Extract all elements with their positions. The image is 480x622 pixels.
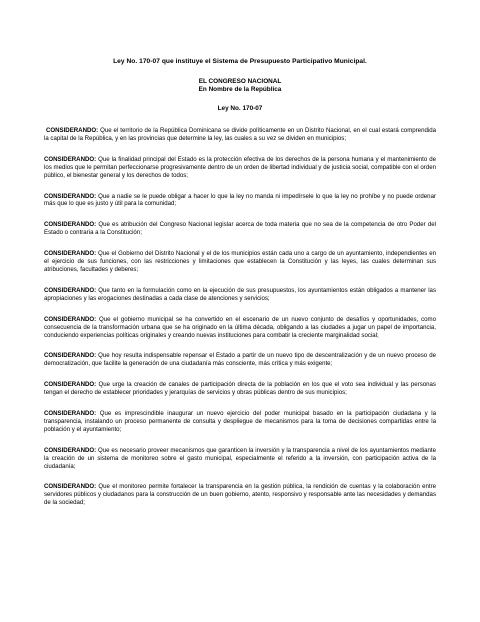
considerando-paragraph bbox=[44, 352, 436, 368]
considerando-paragraph bbox=[44, 221, 436, 237]
considerando-paragraph bbox=[44, 250, 436, 274]
considerando-text: Que es atribución del Congreso Nacional legislar acerca de toda materia que no sea de la competencia de otro Poder del Estado o contraria a la Constitución; bbox=[44, 221, 436, 237]
considerando-text: Que es imprescindible inaugurar un nuevo ejercicio del poder municipal basado en la participación ciudadana y la transparencia, instalando un proceso permanente de consulta y despliegue de mecanismos para la toma de decisiones compartidas entre la población y el ayuntamiento; bbox=[44, 410, 436, 433]
considerando-text: Que urge la creación de canales de participación directa de la población en los que el voto sea individual y las personas tengan el derecho de establecer prioridades y jerarquías de servicios y obras públicas dentro de sus municipios; bbox=[44, 381, 436, 397]
considerando-keyword: CONSIDERANDO: bbox=[44, 221, 97, 229]
considerando-paragraph bbox=[44, 127, 436, 143]
considerando-keyword: CONSIDERANDO: bbox=[44, 286, 97, 294]
considerando-paragraph bbox=[44, 410, 436, 434]
considerando-keyword: CONSIDERANDO: bbox=[46, 127, 99, 134]
considerando-list bbox=[44, 127, 436, 507]
considerando-text: Que a nadie se le puede obligar a hacer lo que la ley no manda ni impedírsele lo que la ley no prohíbe y no puede ordenar más que lo que es justo y útil para la comunidad; bbox=[44, 192, 436, 208]
issuing-body-subtitle: En Nombre de la República bbox=[198, 86, 282, 93]
considerando-keyword: CONSIDERANDO: bbox=[44, 410, 97, 418]
law-number: Ley No. 170-07 bbox=[217, 105, 263, 112]
considerando-keyword: CONSIDERANDO: bbox=[44, 155, 97, 163]
issuing-body bbox=[44, 78, 436, 94]
considerando-text: Que tanto en la formulación como en la ejecución de sus presupuestos, los ayuntamientos están obligados a mantener las apropiaciones y las erogaciones destinadas a cada clase de atenciones y servicios; bbox=[44, 286, 436, 302]
considerando-text: Que el monitoreo permite fortalecer la transparencia en la gestión pública, la rendición de cuentas y la colaboración entre servidores públicos y ciudadanos para la construcción de un buen gobierno, atento, responsivo y responsable ante las necesidades y demandas de la sociedad; bbox=[44, 483, 436, 507]
considerando-keyword: CONSIDERANDO: bbox=[44, 250, 97, 258]
considerando-text: Que la finalidad principal del Estado es la protección efectiva de los derechos de la persona humana y el mantenimiento de los medios que le permitan perfeccionarse progresivamente dentro de un orden de libertad individual y de justicia social, compatible con el orden público, el bienestar general y los derechos de todos; bbox=[44, 155, 436, 179]
considerando-keyword: CONSIDERANDO: bbox=[44, 483, 97, 491]
considerando-paragraph bbox=[44, 483, 436, 507]
considerando-text: Que hoy resulta indispensable repensar el Estado a partir de un nuevo tipo de descentralización y de un nuevo proceso de democratización, que facilite la generación de una ciudadanía más consciente, más crítica y más exigente; bbox=[44, 352, 436, 368]
considerando-text: Que es necesario proveer mecanismos que garanticen la inversión y la transparencia a nivel de los ayuntamientos mediante la creación de un sistema de monitoreo sobre el gasto municipal, especialmente el referido a la inversión, con participación activa de la ciudadanía; bbox=[44, 446, 436, 470]
considerando-text: Que el Gobierno del Distrito Nacional y el de los municipios están cada uno a cargo de un ayuntamiento, independientes en el ejercicio de sus funciones, con las restricciones y limitaciones que establecen la Constitución y las leyes, las cuales determinan sus atribuciones, facultades y deberes; bbox=[44, 250, 436, 273]
considerando-keyword: CONSIDERANDO: bbox=[44, 315, 97, 323]
considerando-keyword: CONSIDERANDO: bbox=[44, 192, 97, 200]
considerando-paragraph bbox=[44, 193, 436, 209]
considerando-text: Que el gobierno municipal se ha convertido en el escenario de un nuevo conjunto de desafíos y oportunidades, como consecuencia de la transformación urbana que se ha originado en la última década, obligando a las ciudades a jugar un papel de importancia, conduciendo experiencias políticas originales y creando nuevas instituciones para combatir la creciente marginalidad social; bbox=[44, 315, 436, 339]
issuing-body-name: EL CONGRESO NACIONAL bbox=[198, 78, 282, 85]
considerando-keyword: CONSIDERANDO: bbox=[44, 446, 97, 454]
considerando-keyword: CONSIDERANDO: bbox=[44, 352, 97, 360]
considerando-paragraph bbox=[44, 287, 436, 303]
considerando-paragraph bbox=[44, 447, 436, 471]
considerando-keyword: CONSIDERANDO: bbox=[44, 381, 97, 389]
considerando-paragraph bbox=[44, 316, 436, 340]
document-title: Ley No. 170-07 que instituye el Sistema de Presupuesto Participativo Municipal. bbox=[113, 58, 367, 65]
considerando-paragraph bbox=[44, 381, 436, 397]
considerando-text: Que el territorio de la República Dominicana se divide políticamente en un Distrito Nacional, en el cual estará comprendida la capital de la República, y en las provincias que determine la ley, las cuales a su vez se dividen en municipios; bbox=[44, 127, 436, 142]
considerando-paragraph bbox=[44, 156, 436, 180]
